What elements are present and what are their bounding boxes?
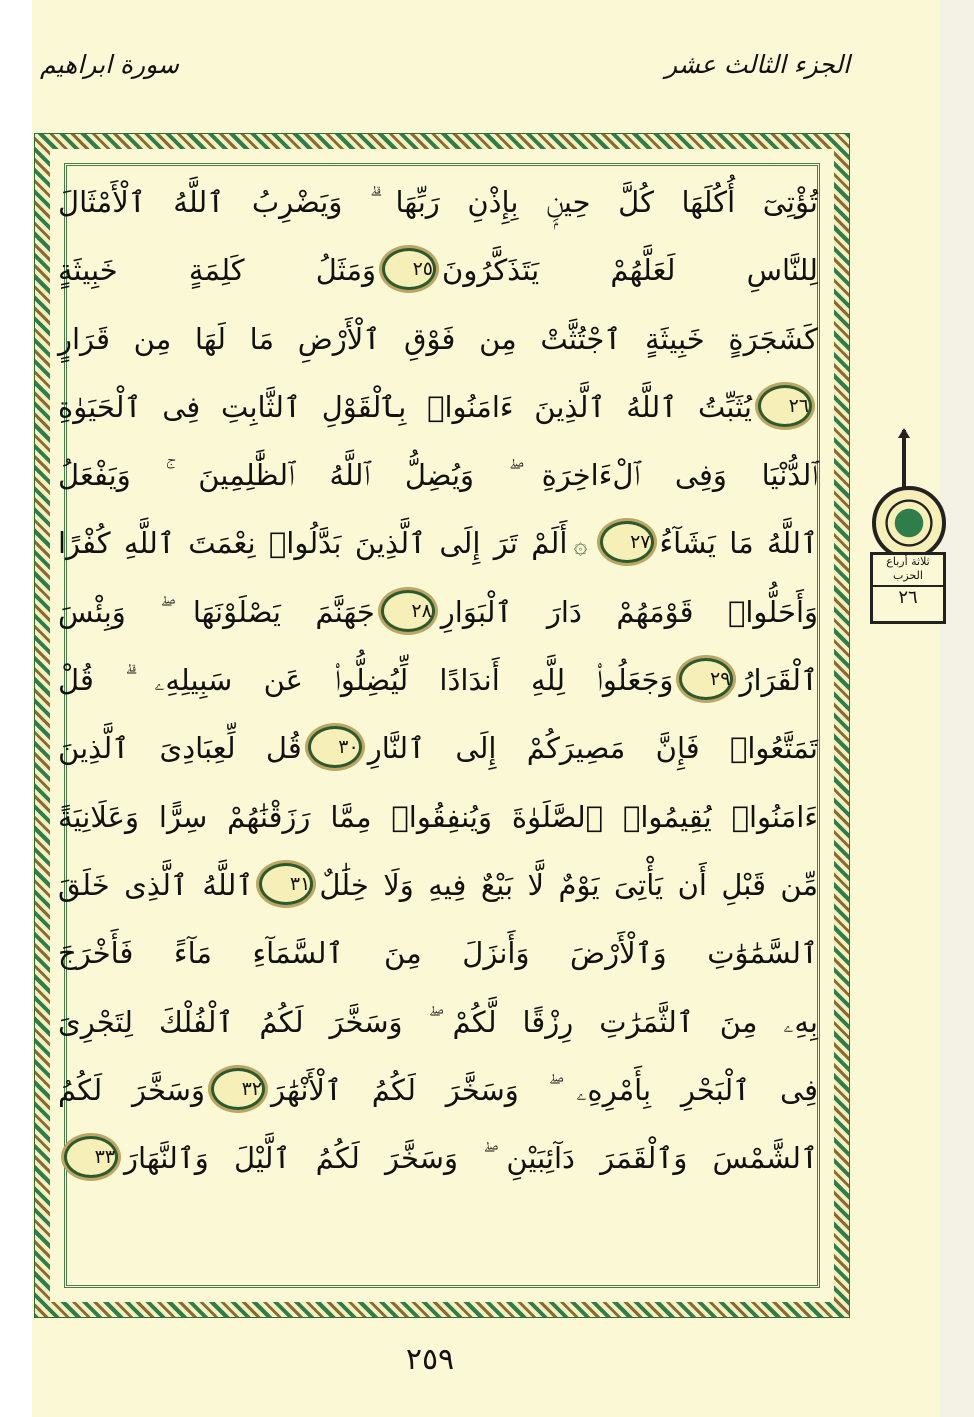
verse-text: ٱللَّهُ ٱلَّذِى خَلَقَ	[58, 867, 254, 902]
verse-text: فِى ٱلْبَحْرِ بِأَمْرِهِۦ ۖ وَسَخَّرَ لَكُمُ ٱلْأَنْهَٰرَ	[270, 1072, 818, 1107]
verse-text: ءَامَنُوا۟ يُقِيمُوا۟ ٱلصَّلَوٰةَ وَيُنفِقُوا۟ مِمَّا رَزَقْنَٰهُمْ سِرًّا وَعَلَانِيَةً	[58, 799, 818, 834]
hizb-marker	[868, 430, 944, 620]
text-line	[58, 1056, 818, 1124]
hizb-number: ٢٦	[873, 585, 943, 609]
verse-text: وَجَعَلُوا۟ لِلَّهِ أَندَادًا لِّيُضِلُّوا۟ عَن سَبِيلِهِۦ ۗ قُلْ	[58, 663, 674, 698]
text-line	[58, 714, 818, 782]
right-page-edge	[940, 0, 974, 1417]
verse-text: ٱلدُّنْيَا وَفِى ٱلْءَاخِرَةِ ۖ وَيُضِلُّ ٱللَّهُ ٱلظَّٰلِمِينَ ۚ وَيَفْعَلُ	[58, 458, 818, 493]
ayah-number-marker: ٢٦	[758, 385, 812, 427]
spear-ornament-icon	[902, 430, 906, 490]
verse-text: قُل لِّعِبَادِىَ ٱلَّذِينَ	[58, 731, 302, 766]
verse-text: لِلنَّاسِ لَعَلَّهُمْ يَتَذَكَّرُونَ	[442, 253, 818, 288]
text-line	[58, 373, 818, 441]
page-header	[40, 50, 850, 90]
rub-el-hizb-icon: ۞	[573, 531, 588, 560]
quran-text-block	[58, 168, 818, 1192]
verse-text: مِّن قَبْلِ أَن يَأْتِىَ يَوْمٌ لَّا بَيْعٌ فِيهِ وَلَا خِلَٰلٌ	[319, 867, 819, 902]
text-line	[58, 578, 818, 646]
text-line	[58, 305, 818, 373]
text-line	[58, 851, 818, 919]
verse-text: تَمَتَّعُوا۟ فَإِنَّ مَصِيرَكُمْ إِلَى ٱلنَّارِ	[367, 731, 818, 766]
verse-text: وَأَحَلُّوا۟ قَوْمَهُمْ دَارَ ٱلْبَوَارِ	[440, 594, 818, 629]
ayah-number-marker: ٣٢	[211, 1068, 265, 1110]
text-line	[58, 783, 818, 851]
verse-text: تُؤْتِىٓ أُكُلَهَا كُلَّ حِينِۭ بِإِذْنِ رَبِّهَا ۗ وَيَضْرِبُ ٱللَّهُ ٱلْأَمْثَالَ	[58, 185, 818, 219]
verse-text: ٱلشَّمْسَ وَٱلْقَمَرَ دَآئِبَيْنِ ۖ وَسَخَّرَ لَكُمُ ٱلَّيْلَ وَٱلنَّهَارَ	[124, 1141, 818, 1176]
ayah-number-marker: ٢٥	[382, 248, 436, 290]
ayah-number-marker: ٣١	[259, 863, 313, 905]
hizb-label-box	[870, 552, 946, 624]
ayah-number-marker: ٣٣	[64, 1136, 118, 1178]
hizb-label: ثلاثة أرباع الحزب	[886, 555, 930, 582]
text-line	[58, 236, 818, 304]
ayah-number-marker: ٢٩	[679, 658, 733, 700]
text-line	[58, 988, 818, 1056]
verse-text: يُثَبِّتُ ٱللَّهُ ٱلَّذِينَ ءَامَنُوا۟ بِٱلْقَوْلِ ٱلثَّابِتِ فِى ٱلْحَيَوٰةِ	[58, 389, 752, 424]
verse-text: ٱللَّهُ مَا يَشَآءُ	[659, 526, 818, 561]
verse-text: وَمَثَلُ كَلِمَةٍ خَبِيثَةٍ	[58, 253, 377, 288]
verse-text: جَهَنَّمَ يَصْلَوْنَهَا ۖ وَبِئْسَ	[58, 594, 375, 629]
text-line	[58, 441, 818, 509]
text-line	[58, 509, 818, 577]
text-line	[58, 919, 818, 987]
text-line	[58, 1124, 818, 1192]
ayah-number-marker: ٢٨	[381, 590, 435, 632]
juz-title: الجزء الثالث عشر	[664, 50, 850, 79]
verse-text: وَسَخَّرَ لَكُمُ	[58, 1072, 205, 1107]
knot-ornament-icon	[872, 486, 946, 560]
text-line	[58, 646, 818, 714]
page-number: ٢٥٩	[405, 1342, 455, 1377]
verse-text: ٱلسَّمَٰوَٰتِ وَٱلْأَرْضَ وَأَنزَلَ مِنَ ٱلسَّمَآءِ مَآءً فَأَخْرَجَ	[58, 936, 818, 971]
text-line	[58, 168, 818, 236]
verse-text: بِهِۦ مِنَ ٱلثَّمَرَٰتِ رِزْقًا لَّكُمْ ۖ وَسَخَّرَ لَكُمُ ٱلْفُلْكَ لِتَجْرِىَ	[58, 1004, 818, 1039]
left-page-edge	[0, 0, 32, 1417]
ayah-number-marker: ٢٧	[600, 521, 654, 563]
verse-text: ٱلْقَرَارُ	[739, 663, 818, 698]
ayah-number-marker: ٣٠	[308, 726, 362, 768]
surah-title: سورة ابراهيم	[40, 50, 179, 79]
verse-text: كَشَجَرَةٍ خَبِيثَةٍ ٱجْتُثَّتْ مِن فَوْقِ ٱلْأَرْضِ مَا لَهَا مِن قَرَارٍ	[58, 321, 818, 356]
verse-text: أَلَمْ تَرَ إِلَى ٱلَّذِينَ بَدَّلُوا۟ نِعْمَتَ ٱللَّهِ كُفْرًا	[58, 526, 568, 561]
